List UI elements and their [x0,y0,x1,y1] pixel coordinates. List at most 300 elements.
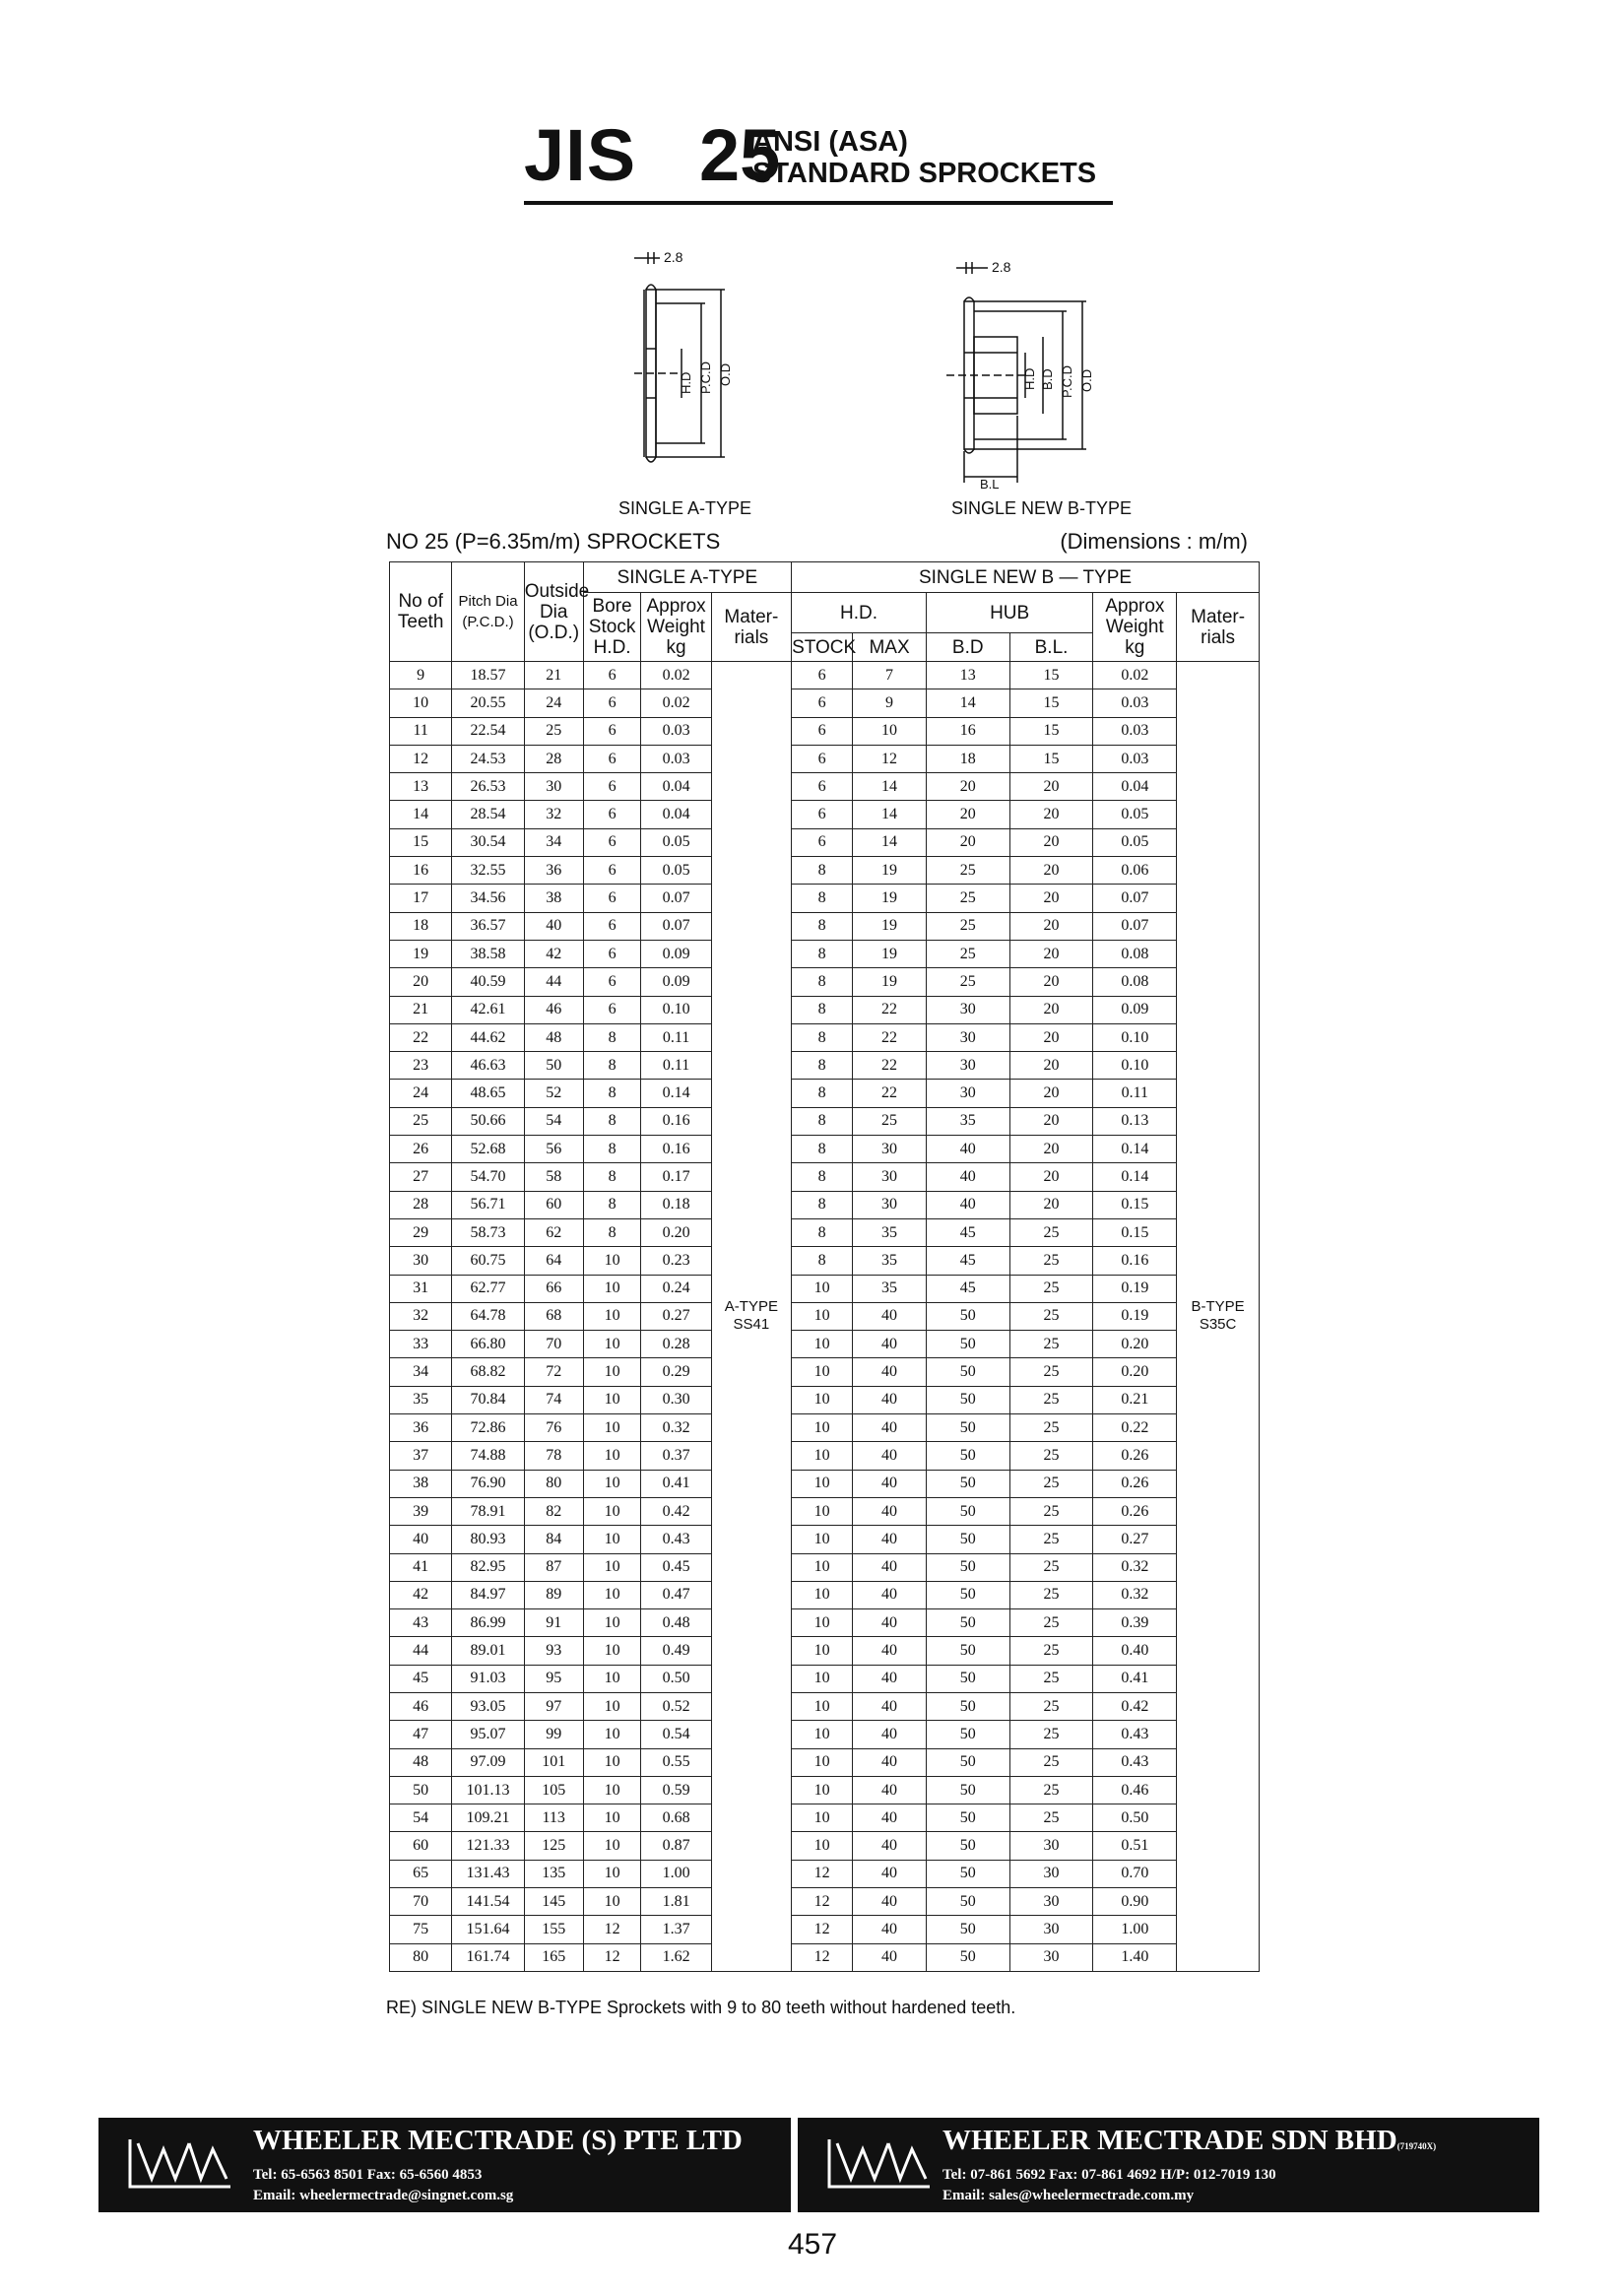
cell-bd: 50 [926,1916,1009,1943]
cell-pitch-dia: 28.54 [452,801,524,828]
cell-pitch-dia: 60.75 [452,1247,524,1275]
cell-bore: 12 [583,1916,641,1943]
table-row [390,1023,1260,1051]
cell-bore: 10 [583,1581,641,1608]
cell-weight-b: 0.90 [1093,1888,1177,1916]
cell-teeth: 24 [390,1080,452,1107]
cell-bl: 20 [1009,1191,1093,1218]
cell-stock: 10 [792,1331,853,1358]
cell-bd: 50 [926,1721,1009,1748]
cell-max: 10 [853,717,927,745]
cell-max: 40 [853,1497,927,1525]
cell-teeth: 45 [390,1665,452,1692]
cell-stock: 8 [792,1247,853,1275]
cell-bore: 8 [583,1080,641,1107]
cell-bd: 18 [926,745,1009,772]
header-outside-dia-sub: (O.D.) [528,622,580,643]
cell-bl: 25 [1009,1553,1093,1581]
cell-pitch-dia: 82.95 [452,1553,524,1581]
cell-bore: 10 [583,1526,641,1553]
cell-bd: 25 [926,968,1009,996]
cell-weight-a: 0.11 [641,1023,711,1051]
cell-pitch-dia: 36.57 [452,912,524,940]
cell-max: 22 [853,1080,927,1107]
cell-pitch-dia: 121.33 [452,1832,524,1860]
cell-max: 40 [853,1637,927,1665]
cell-outside-dia: 62 [524,1218,583,1246]
cell-outside-dia: 91 [524,1609,583,1637]
table-row [390,773,1260,801]
cell-outside-dia: 145 [524,1888,583,1916]
cell-teeth: 40 [390,1526,452,1553]
cell-bl: 20 [1009,1163,1093,1191]
cell-weight-b: 0.14 [1093,1163,1177,1191]
cell-max: 35 [853,1218,927,1246]
cell-bl: 20 [1009,940,1093,967]
cell-bl: 25 [1009,1414,1093,1442]
a-type-pcd-label: P.C.D [698,361,713,394]
cell-stock: 10 [792,1497,853,1525]
cell-pitch-dia: 48.65 [452,1080,524,1107]
cell-bd: 50 [926,1386,1009,1413]
cell-bl: 15 [1009,689,1093,717]
cell-max: 22 [853,1023,927,1051]
cell-max: 40 [853,1860,927,1887]
materials-a-type: A-TYPE SS41 [711,662,791,1972]
table-row [390,801,1260,828]
cell-pitch-dia: 18.57 [452,662,524,689]
cell-teeth: 32 [390,1302,452,1330]
cell-weight-a: 0.18 [641,1191,711,1218]
cell-bl: 30 [1009,1888,1093,1916]
cell-bd: 50 [926,1748,1009,1776]
cell-bore: 10 [583,1748,641,1776]
cell-bore: 10 [583,1497,641,1525]
cell-max: 35 [853,1275,927,1302]
cell-bl: 25 [1009,1804,1093,1832]
cell-bore: 10 [583,1692,641,1720]
cell-teeth: 25 [390,1107,452,1135]
cell-stock: 6 [792,689,853,717]
table-row [390,1136,1260,1163]
cell-bl: 20 [1009,912,1093,940]
cell-stock: 10 [792,1470,853,1497]
cell-weight-a: 0.05 [641,857,711,885]
cell-stock: 10 [792,1637,853,1665]
cell-teeth: 12 [390,745,452,772]
cell-bd: 50 [926,1442,1009,1470]
header-pitch-dia-sub: (P.C.D.) [462,614,514,630]
cell-bl: 25 [1009,1358,1093,1386]
cell-max: 40 [853,1665,927,1692]
cell-bore: 6 [583,828,641,856]
header-materials-a: Mater- rials [711,593,791,662]
cell-stock: 6 [792,745,853,772]
wm-logo-icon [827,2130,932,2195]
cell-max: 19 [853,857,927,885]
cell-teeth: 43 [390,1609,452,1637]
page-header [524,116,1115,210]
cell-weight-a: 0.54 [641,1721,711,1748]
cell-stock: 6 [792,662,853,689]
cell-weight-b: 0.43 [1093,1748,1177,1776]
company-name-my-text: WHEELER MECTRADE SDN BHD [942,2125,1397,2156]
cell-teeth: 37 [390,1442,452,1470]
cell-teeth: 36 [390,1414,452,1442]
b-type-pcd-label: P.C.D [1060,365,1074,398]
cell-weight-a: 0.07 [641,885,711,912]
table-row [390,1888,1260,1916]
company-name-my [942,2125,1436,2157]
table-row [390,1358,1260,1386]
b-type-thickness-label: 2.8 [992,259,1011,275]
cell-teeth: 14 [390,801,452,828]
cell-teeth: 13 [390,773,452,801]
cell-bore: 10 [583,1776,641,1804]
cell-weight-b: 0.46 [1093,1776,1177,1804]
standard-sprockets-subtitle: STANDARD SPROCKETS [752,158,1097,189]
cell-teeth: 22 [390,1023,452,1051]
cell-stock: 10 [792,1302,853,1330]
cell-weight-b: 0.70 [1093,1860,1177,1887]
table-row [390,1804,1260,1832]
cell-weight-b: 0.15 [1093,1191,1177,1218]
cell-max: 40 [853,1553,927,1581]
cell-weight-b: 0.21 [1093,1386,1177,1413]
header-single-a-type: SINGLE A-TYPE [583,562,791,593]
cell-bd: 50 [926,1776,1009,1804]
cell-weight-a: 0.52 [641,1692,711,1720]
cell-bd: 50 [926,1832,1009,1860]
header-single-new-b-type: SINGLE NEW B — TYPE [792,562,1260,593]
cell-weight-a: 0.87 [641,1832,711,1860]
header-pitch-dia-label: Pitch Dia [458,593,518,610]
cell-weight-b: 0.05 [1093,828,1177,856]
cell-weight-a: 1.81 [641,1888,711,1916]
cell-weight-b: 1.40 [1093,1943,1177,1971]
table-row [390,1218,1260,1246]
cell-bore: 6 [583,689,641,717]
cell-stock: 10 [792,1581,853,1608]
cell-bl: 25 [1009,1609,1093,1637]
cell-bl: 25 [1009,1665,1093,1692]
cell-bl: 15 [1009,662,1093,689]
cell-bd: 50 [926,1637,1009,1665]
cell-weight-a: 0.04 [641,773,711,801]
cell-stock: 8 [792,1136,853,1163]
cell-pitch-dia: 95.07 [452,1721,524,1748]
table-row [390,1553,1260,1581]
cell-stock: 10 [792,1414,853,1442]
table-row [390,1247,1260,1275]
cell-pitch-dia: 54.70 [452,1163,524,1191]
table-row [390,1916,1260,1943]
table-row [390,1748,1260,1776]
cell-bd: 50 [926,1470,1009,1497]
cell-teeth: 21 [390,996,452,1023]
cell-outside-dia: 58 [524,1163,583,1191]
cell-weight-b: 0.39 [1093,1609,1177,1637]
table-row [390,689,1260,717]
cell-weight-b: 0.42 [1093,1692,1177,1720]
ansi-subtitle: ANSI (ASA) [752,126,908,158]
cell-pitch-dia: 58.73 [452,1218,524,1246]
cell-bd: 50 [926,1665,1009,1692]
table-row [390,1107,1260,1135]
cell-max: 14 [853,801,927,828]
cell-bl: 20 [1009,1136,1093,1163]
cell-stock: 6 [792,773,853,801]
cell-bd: 50 [926,1692,1009,1720]
cell-weight-b: 0.08 [1093,940,1177,967]
cell-stock: 8 [792,912,853,940]
cell-weight-a: 0.29 [641,1358,711,1386]
cell-outside-dia: 95 [524,1665,583,1692]
table-row [390,745,1260,772]
cell-max: 40 [853,1442,927,1470]
cell-stock: 8 [792,1163,853,1191]
cell-bl: 25 [1009,1637,1093,1665]
cell-outside-dia: 24 [524,689,583,717]
cell-teeth: 16 [390,857,452,885]
cell-max: 40 [853,1302,927,1330]
b-type-hd-label: H.D [1022,367,1037,390]
cell-bore: 10 [583,1804,641,1832]
cell-max: 40 [853,1414,927,1442]
header-hub: HUB [926,593,1093,633]
cell-outside-dia: 30 [524,773,583,801]
cell-weight-a: 0.11 [641,1052,711,1080]
table-row [390,1497,1260,1525]
cell-weight-a: 0.27 [641,1302,711,1330]
cell-outside-dia: 155 [524,1916,583,1943]
b-type-od-label: O.D [1079,368,1094,392]
cell-weight-b: 0.20 [1093,1331,1177,1358]
cell-bd: 40 [926,1163,1009,1191]
cell-max: 40 [853,1331,927,1358]
table-row [390,1275,1260,1302]
cell-bore: 6 [583,968,641,996]
cell-bl: 25 [1009,1497,1093,1525]
cell-max: 30 [853,1191,927,1218]
cell-max: 40 [853,1748,927,1776]
cell-bd: 25 [926,857,1009,885]
cell-bl: 25 [1009,1442,1093,1470]
cell-pitch-dia: 50.66 [452,1107,524,1135]
cell-bd: 30 [926,1023,1009,1051]
cell-bd: 20 [926,773,1009,801]
cell-weight-b: 0.03 [1093,717,1177,745]
cell-max: 30 [853,1163,927,1191]
cell-outside-dia: 101 [524,1748,583,1776]
cell-bd: 50 [926,1609,1009,1637]
cell-bore: 8 [583,1191,641,1218]
cell-bore: 6 [583,717,641,745]
cell-bore: 6 [583,662,641,689]
cell-bd: 50 [926,1804,1009,1832]
cell-weight-b: 0.10 [1093,1023,1177,1051]
b-type-caption: SINGLE NEW B-TYPE [951,498,1133,518]
cell-weight-b: 0.14 [1093,1136,1177,1163]
cell-weight-b: 1.00 [1093,1916,1177,1943]
cell-stock: 10 [792,1776,853,1804]
cell-bl: 30 [1009,1860,1093,1887]
cell-teeth: 47 [390,1721,452,1748]
cell-pitch-dia: 101.13 [452,1776,524,1804]
cell-bd: 40 [926,1136,1009,1163]
cell-weight-b: 0.04 [1093,773,1177,801]
cell-bd: 45 [926,1275,1009,1302]
cell-weight-b: 0.50 [1093,1804,1177,1832]
cell-bl: 25 [1009,1218,1093,1246]
cell-stock: 8 [792,996,853,1023]
table-row [390,662,1260,689]
cell-stock: 10 [792,1609,853,1637]
cell-weight-a: 0.42 [641,1497,711,1525]
cell-outside-dia: 78 [524,1442,583,1470]
cell-bd: 50 [926,1526,1009,1553]
jis-number: 25 [699,114,781,196]
cell-outside-dia: 89 [524,1581,583,1608]
b-type-diagram [941,254,1137,491]
cell-bore: 10 [583,1275,641,1302]
footer-banner-malaysia [798,2118,1539,2212]
cell-stock: 10 [792,1358,853,1386]
cell-bl: 20 [1009,801,1093,828]
cell-bore: 6 [583,773,641,801]
cell-pitch-dia: 66.80 [452,1331,524,1358]
cell-bore: 8 [583,1052,641,1080]
cell-stock: 12 [792,1916,853,1943]
cell-bl: 30 [1009,1916,1093,1943]
cell-weight-b: 0.10 [1093,1052,1177,1080]
cell-teeth: 17 [390,885,452,912]
company-reg-number: (719740X) [1397,2141,1437,2151]
cell-bore: 10 [583,1888,641,1916]
table-row [390,1470,1260,1497]
cell-bl: 25 [1009,1470,1093,1497]
cell-weight-a: 0.41 [641,1470,711,1497]
cell-weight-b: 0.43 [1093,1721,1177,1748]
cell-outside-dia: 44 [524,968,583,996]
cell-teeth: 27 [390,1163,452,1191]
cell-stock: 6 [792,828,853,856]
cell-bl: 25 [1009,1692,1093,1720]
cell-weight-a: 0.17 [641,1163,711,1191]
cell-bl: 20 [1009,773,1093,801]
cell-weight-b: 0.03 [1093,745,1177,772]
cell-pitch-dia: 26.53 [452,773,524,801]
cell-bl: 20 [1009,857,1093,885]
cell-weight-a: 0.59 [641,1776,711,1804]
cell-bl: 25 [1009,1721,1093,1748]
cell-weight-b: 0.19 [1093,1302,1177,1330]
cell-pitch-dia: 91.03 [452,1665,524,1692]
cell-bore: 8 [583,1136,641,1163]
cell-bore: 6 [583,940,641,967]
cell-max: 40 [853,1804,927,1832]
cell-weight-b: 0.16 [1093,1247,1177,1275]
cell-bd: 50 [926,1358,1009,1386]
table-row [390,1665,1260,1692]
cell-pitch-dia: 80.93 [452,1526,524,1553]
cell-max: 22 [853,996,927,1023]
cell-max: 40 [853,1358,927,1386]
cell-bore: 8 [583,1107,641,1135]
cell-weight-a: 0.45 [641,1553,711,1581]
cell-weight-a: 0.68 [641,1804,711,1832]
cell-weight-a: 0.07 [641,912,711,940]
a-type-thickness-label: 2.8 [664,249,683,265]
cell-outside-dia: 25 [524,717,583,745]
cell-outside-dia: 40 [524,912,583,940]
cell-stock: 8 [792,885,853,912]
cell-outside-dia: 34 [524,828,583,856]
cell-bl: 20 [1009,885,1093,912]
table-row [390,1860,1260,1887]
cell-max: 40 [853,1943,927,1971]
materials-b-type: B-TYPE S35C [1177,662,1260,1972]
cell-bl: 20 [1009,1052,1093,1080]
cell-stock: 6 [792,717,853,745]
cell-teeth: 15 [390,828,452,856]
header-hd: H.D. [792,593,927,633]
cell-teeth: 34 [390,1358,452,1386]
header-no-of-teeth: No of Teeth [390,562,452,662]
a-type-caption: SINGLE A-TYPE [618,498,752,518]
header-approx-weight-a: Approx Weight kg [641,593,711,662]
cell-bd: 50 [926,1414,1009,1442]
cell-outside-dia: 99 [524,1721,583,1748]
cell-max: 40 [853,1916,927,1943]
cell-max: 40 [853,1888,927,1916]
dimensions-note: (Dimensions : m/m) [1060,529,1248,554]
cell-bd: 45 [926,1218,1009,1246]
a-type-hd-label: H.D [679,371,693,394]
cell-weight-a: 0.47 [641,1581,711,1608]
cell-weight-b: 0.32 [1093,1553,1177,1581]
cell-bl: 25 [1009,1331,1093,1358]
cell-pitch-dia: 52.68 [452,1136,524,1163]
cell-pitch-dia: 97.09 [452,1748,524,1776]
cell-weight-a: 0.20 [641,1218,711,1246]
cell-teeth: 50 [390,1776,452,1804]
b-type-bl-label: B.L [980,477,1000,491]
cell-bore: 10 [583,1247,641,1275]
cell-stock: 12 [792,1860,853,1887]
header-rule [524,201,1113,205]
cell-weight-a: 0.03 [641,717,711,745]
cell-pitch-dia: 44.62 [452,1023,524,1051]
header-bl: B.L. [1009,633,1093,662]
cell-stock: 12 [792,1888,853,1916]
cell-weight-b: 0.40 [1093,1637,1177,1665]
cell-outside-dia: 42 [524,940,583,967]
cell-bl: 20 [1009,996,1093,1023]
cell-outside-dia: 97 [524,1692,583,1720]
cell-weight-b: 0.07 [1093,912,1177,940]
cell-bore: 10 [583,1832,641,1860]
table-title: NO 25 (P=6.35m/m) SPROCKETS [386,529,721,554]
cell-weight-a: 0.43 [641,1526,711,1553]
cell-weight-b: 0.11 [1093,1080,1177,1107]
jis-title: JIS [524,114,637,196]
cell-weight-b: 0.32 [1093,1581,1177,1608]
cell-stock: 10 [792,1442,853,1470]
cell-bl: 15 [1009,717,1093,745]
cell-bd: 50 [926,1888,1009,1916]
sprocket-spec-table [389,561,1260,1972]
